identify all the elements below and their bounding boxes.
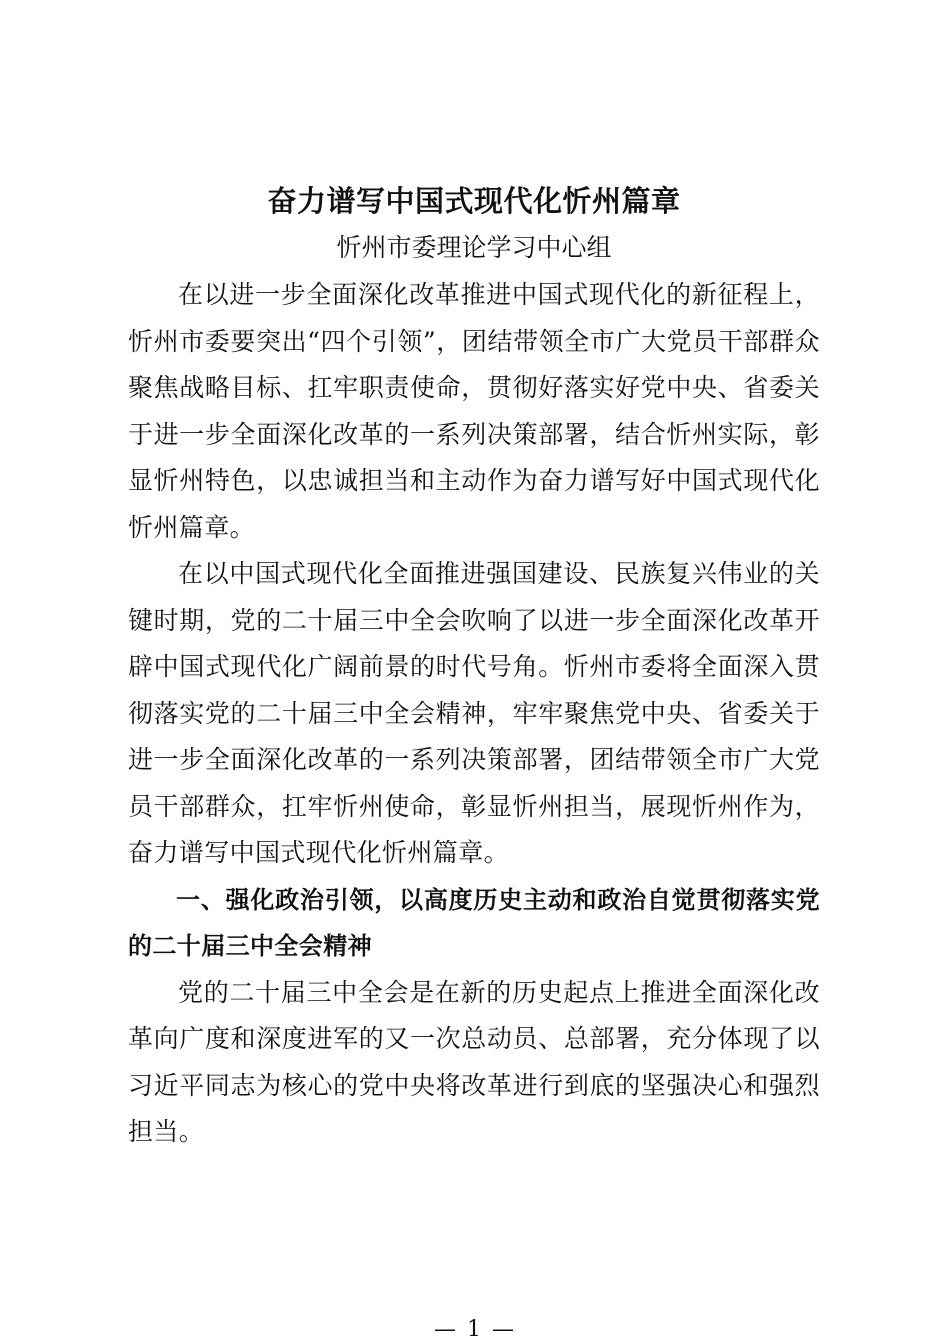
document-title: 奋力谱写中国式现代化忻州篇章 xyxy=(267,184,681,218)
section-1-paragraph: 党的二十届三中全会是在新的历史起点上推进全面深化改革向广度和深度进军的又一次总动员、总部署，充分体现了以习近平同志为核心的党中央将改革进行到底的坚强决心和强烈担当。 xyxy=(128,977,820,1146)
document-author: 忻州市委理论学习中心组 xyxy=(336,233,612,262)
page-number: — 1 — xyxy=(434,1317,516,1342)
body-paragraph-2: 在以中国式现代化全面推进强国建设、民族复兴伟业的关键时期，党的二十届三中全会吹响了以进一步全面深化改革开辟中国式现代化广阔前景的时代号角。忻州市委将全面深入贯彻落实党的二十届三中全会精神，牢牢聚焦党中央、省委关于进一步全面深化改革的一系列决策部署，团结带领全市广大党员干部群众，扛牢忻州使命，彰显忻州担当，展现忻州作为，奋力谱写中国式现代化忻州篇章。 xyxy=(128,559,820,867)
section-heading-1: 一、强化政治引领，以高度历史主动和政治自觉贯彻落实党的二十届三中全会精神 xyxy=(128,885,820,960)
document-page xyxy=(128,178,820,1156)
body-paragraph-1: 在以进一步全面深化改革推进中国式现代化的新征程上，忻州市委要突出“四个引领”，团结带领全市广大党员干部群众聚焦战略目标、扛牢职责使命，贯彻好落实好党中央、省委关于进一步全面深化改革的一系列决策部署，结合忻州实际，彰显忻州特色，以忠诚担当和主动作为奋力谱写好中国式现代化忻州篇章。 xyxy=(128,280,820,542)
